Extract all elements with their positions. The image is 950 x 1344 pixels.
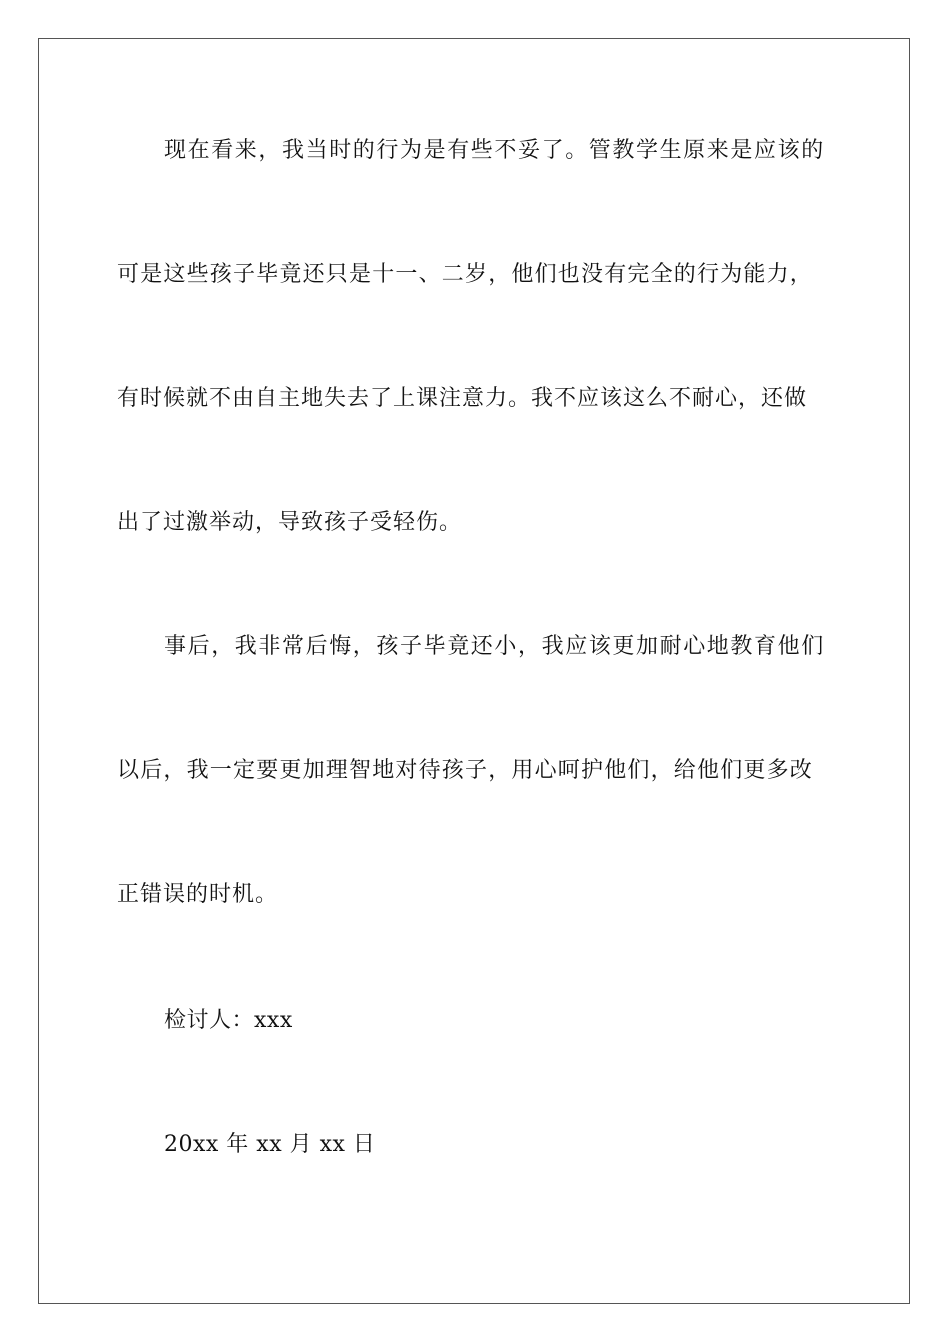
paragraph-1-line-2: 可是这些孩子毕竟还只是十一、二岁，他们也没有完全的行为能力， [117, 262, 814, 287]
paragraph-1-line-4: 出了过激举动，导致孩子受轻伤。 [117, 510, 463, 535]
paragraph-1-line-3: 有时候就不由自主地失去了上课注意力。我不应该这么不耐心，还做 [117, 386, 808, 411]
paragraph-2-line-2: 以后，我一定要更加理智地对待孩子，用心呵护他们，给他们更多改 [117, 758, 814, 783]
paragraph-2-line-1: 事后，我非常后悔，孩子毕竟还小，我应该更加耐心地教育他们 [164, 634, 825, 659]
date: 20xx 年 xx 月 xx 日 [164, 1132, 376, 1157]
page-frame [38, 38, 910, 1304]
signature: 检讨人：xxx [164, 1008, 293, 1033]
paragraph-1-line-1: 现在看来，我当时的行为是有些不妥了。管教学生原来是应该的 [164, 138, 825, 163]
paragraph-2-line-3: 正错误的时机。 [117, 882, 279, 907]
